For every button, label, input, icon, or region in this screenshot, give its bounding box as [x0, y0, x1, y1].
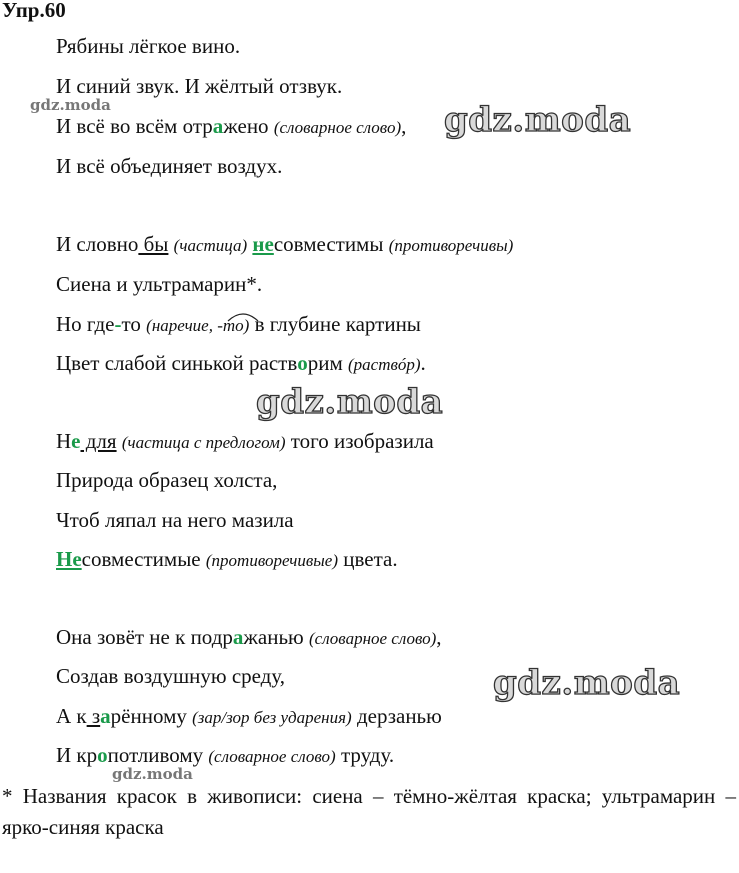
- grammar-note: (частица): [173, 236, 248, 255]
- poem-line: А к зарённому (зар/зор без ударения) дерзанью: [56, 704, 442, 728]
- poem-line: Не для (частица с предлогом) того изобразила: [56, 429, 434, 453]
- grammar-note: (словарное слово): [273, 118, 402, 137]
- watermark: gdz.moda: [444, 100, 632, 140]
- poem-line: Цвет слабой синькой растворим (раствóр).: [56, 351, 426, 375]
- poem-line: И словно бы (частица) несовместимы (противоречивы): [56, 232, 514, 256]
- grammar-note: (противоречивые): [205, 551, 338, 570]
- poem-line: И синий звук. И жёлтый отзвук.: [56, 74, 343, 98]
- watermark: gdz.moda: [493, 663, 681, 703]
- poem-line: Создав воздушную среду,: [56, 664, 286, 688]
- poem-line: Несовместимые (противоречивые) цвета.: [56, 547, 398, 571]
- grammar-note: (частица с предлогом): [121, 433, 286, 452]
- poem-line: Чтоб ляпал на него мазила: [56, 508, 294, 532]
- grammar-note: (наречие, -то): [146, 316, 250, 335]
- poem-line: Природа образец холста,: [56, 468, 278, 492]
- watermark-small: gdz.moda: [30, 96, 111, 114]
- grammar-note: (раствóр): [348, 355, 421, 374]
- grammar-note: (противоречивы): [388, 236, 514, 255]
- poem-line: И всё во всём отражено (словарное слово),: [56, 114, 407, 138]
- grammar-note: (словарное слово): [208, 747, 336, 766]
- morpheme-arc-icon: [226, 309, 260, 323]
- poem-line: Она зовёт не к подражанью (словарное слово),: [56, 625, 442, 649]
- footnote: * Названия красок в живописи: сиена – тёмно-жёлтая краска; ультрамарин – ярко-синяя краска: [2, 784, 736, 839]
- poem-line: И всё объединяет воздух.: [56, 154, 283, 178]
- poem-line: Сиена и ультрамарин*.: [56, 272, 263, 296]
- poem-line: И кропотливому (словарное слово) труду.: [56, 743, 395, 767]
- grammar-note: (словарное слово): [308, 629, 437, 648]
- poem-line: Но где-то (наречие, -то) в глубине картины: [56, 312, 421, 336]
- poem-line: Рябины лёгкое вино.: [56, 34, 241, 58]
- grammar-note: (зар/зор без ударения): [192, 708, 352, 727]
- watermark-small: gdz.moda: [112, 765, 193, 783]
- watermark: gdz.moda: [256, 382, 444, 422]
- exercise-title: Упр.60: [2, 0, 66, 22]
